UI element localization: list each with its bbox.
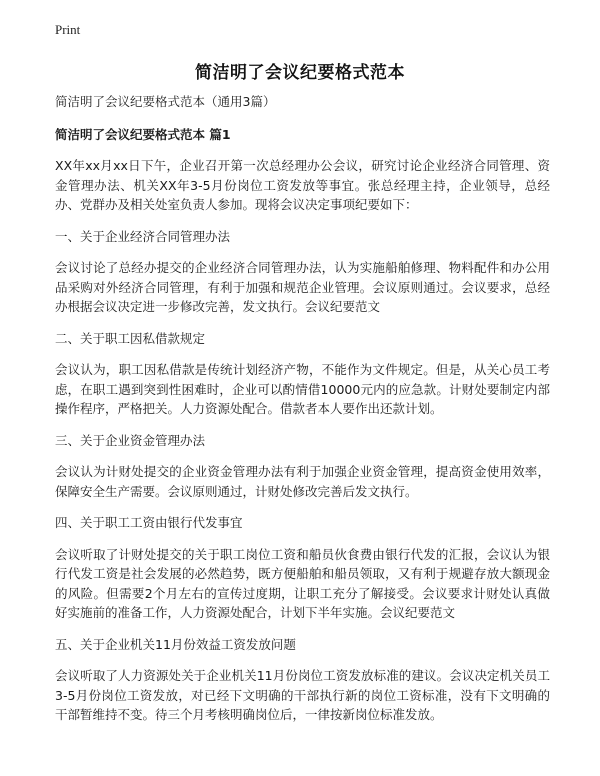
page-title: 简洁明了会议纪要格式范本	[195, 63, 405, 83]
item-4-body: 会议听取了计财处提交的关于职工岗位工资和船员伙食费由银行代发的汇报，会议认为银行代发工资是社会发展的必然趋势，既方便船舶和船员领取，又有利于规避存放大额现金的风险。但需要2个月左右的宣传过度期，让职工充分了解接受。会议要求计财处认真做好实施前的准备工作，人力资源处配合，计划下半年实施。会议纪要范文	[55, 546, 550, 620]
item-2-body: 会议认为，职工因私借款是传统计划经济产物，不能作为文件规定。但是，从关心员工考虑，在职工遇到突到性困难时，企业可以酌情借10000元内的应急款。计财处要制定内部操作程序，严格把关。人力资源处配合。借款者本人要作出还款计划。	[55, 362, 550, 416]
item-4-heading: 四、关于职工工资由银行代发事宜	[55, 515, 243, 530]
document-subtitle: 简洁明了会议纪要格式范本（通用3篇）	[55, 94, 276, 109]
print-link[interactable]: Print	[55, 22, 81, 37]
item-5-heading: 五、关于企业机关11月份效益工资发放问题	[55, 636, 296, 652]
section-title: 简洁明了会议纪要格式范本 篇1	[55, 126, 231, 142]
document-body	[55, 92, 550, 737]
item-1-body: 会议讨论了总经办提交的企业经济合同管理办法，认为实施船舶修理、物料配件和办公用品采购对外经济合同管理，有利于加强和规范企业管理。会议原则通过。会议要求，总经办根据会议决定进一步修改完善，发文执行。会议纪要范文	[55, 260, 550, 314]
item-3-body: 会议认为计财处提交的企业资金管理办法有利于加强企业资金管理，提高资金使用效率，保障安全生产需要。会议原则通过，计财处修改完善后发文执行。	[55, 464, 550, 499]
intro-paragraph: XX年xx月xx日下午，企业召开第一次总经理办公会议，研究讨论企业经济合同管理、资金管理办法、机关XX年3-5月份岗位工资发放等事宜。张总经理主持，企业领导，总经办、党群办及相关处室负责人参加。现将会议决定事项纪要如下：	[55, 158, 550, 212]
item-2-heading: 二、关于职工因私借款规定	[55, 330, 206, 346]
item-3-heading: 三、关于企业资金管理办法	[55, 432, 206, 448]
item-5-body: 会议听取了人力资源处关于企业机关11月份岗位工资发放标准的建议。会议决定机关员工3-5月份岗位工资发放，对已经下文明确的干部执行新的岗位工资标准，没有下文明确的干部暂维持不变。待三个月考核明确岗位后，一律按新岗位标准发放。	[55, 668, 550, 722]
item-1-heading: 一、关于企业经济合同管理办法	[55, 228, 231, 244]
